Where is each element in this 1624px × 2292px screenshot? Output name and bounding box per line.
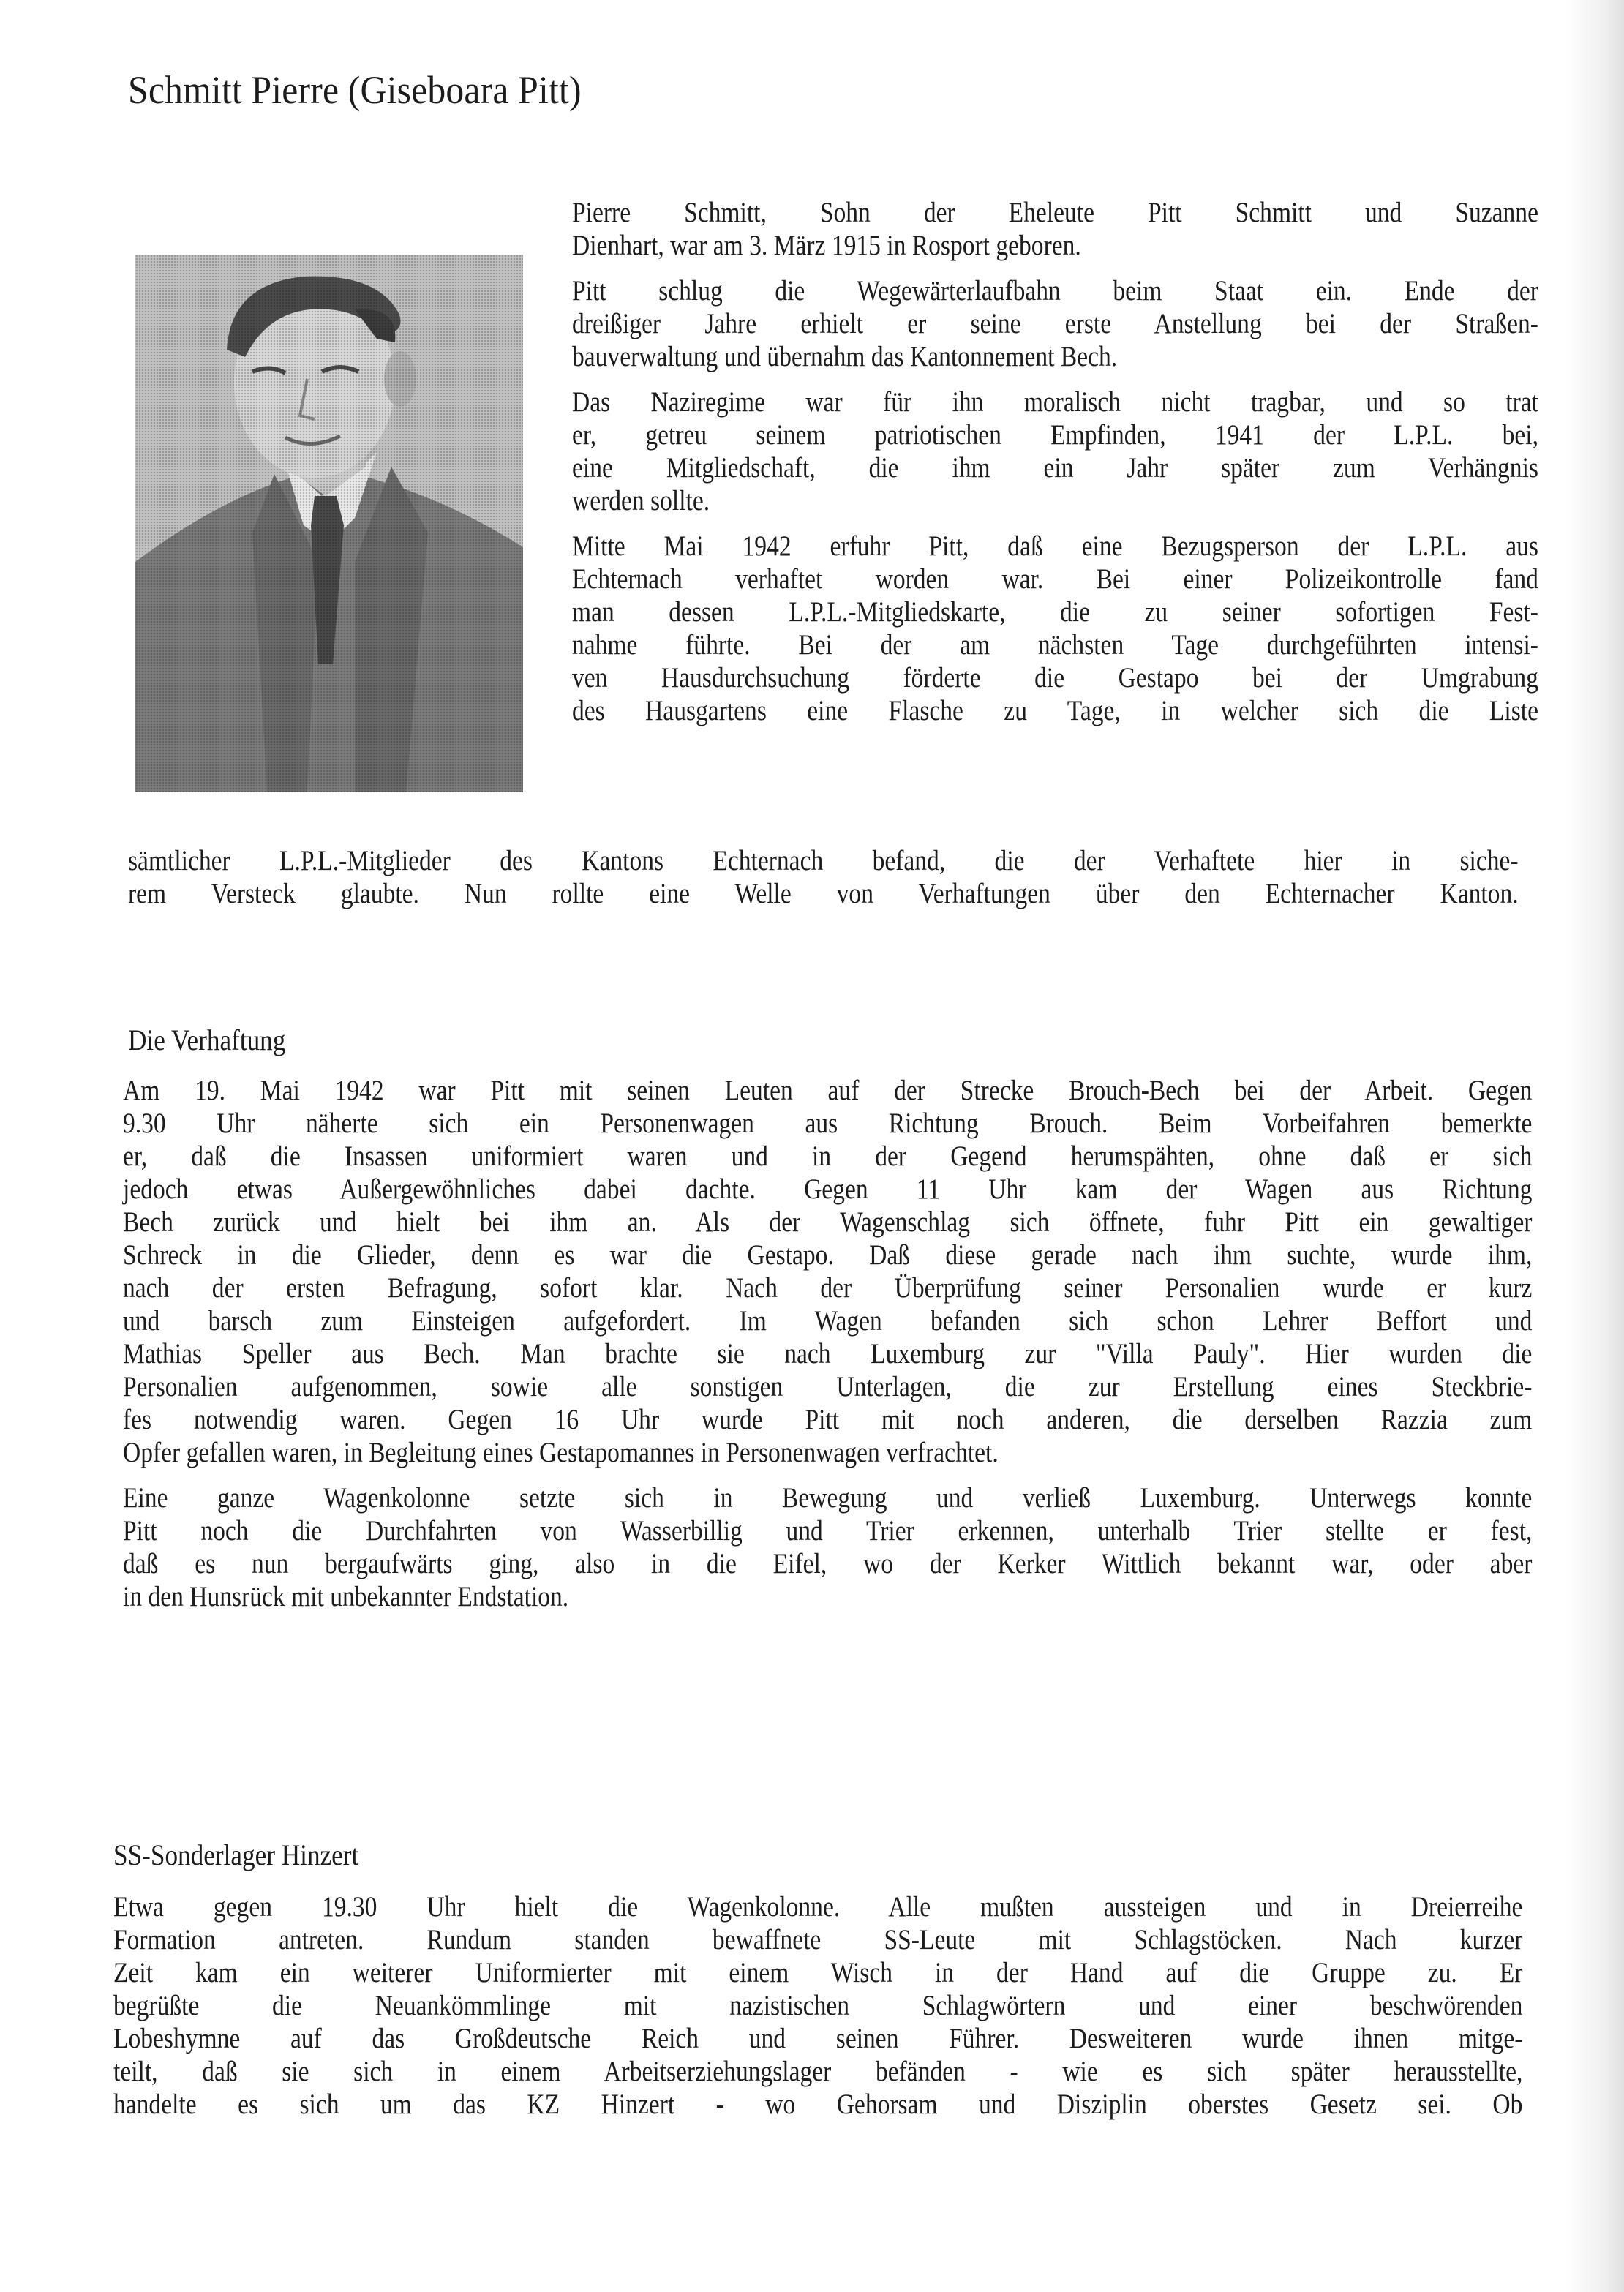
text-line: dreißiger Jahre erhielt er seine erste Anstellung bei der Straßen- — [572, 308, 1538, 339]
text-line: werden sollte. — [572, 485, 710, 516]
text-line: des Hausgartens eine Flasche zu Tage, in welcher sich die Liste — [572, 695, 1538, 726]
section-verhaftung-body — [123, 1074, 1532, 1626]
text-line: 9.30 Uhr näherte sich ein Personenwagen aus Richtung Brouch. Beim Vorbeifahren bemerkte — [123, 1108, 1533, 1139]
section-heading-verhaftung: Die Verhaftung — [128, 1023, 286, 1056]
text-line: in den Hunsrück mit unbekannter Endstation. — [123, 1581, 569, 1612]
intro-paragraph-3 — [572, 386, 1538, 517]
text-line: begrüßte die Neuankömmlinge mit nazistischen Schlagwörtern und einer beschwörenden — [113, 1990, 1523, 2021]
text-line: Mathias Speller aus Bech. Man brachte sie nach Luxemburg zur "Villa Pauly". Hier wurden die — [123, 1338, 1533, 1369]
text-line: Das Naziregime war für ihn moralisch nicht tragbar, und so trat — [572, 386, 1538, 418]
section-paragraph — [113, 1890, 1522, 2121]
intro-paragraph-4 — [572, 530, 1538, 727]
intro-text — [572, 196, 1538, 740]
text-line: Pitt schlug die Wegewärterlaufbahn beim Staat ein. Ende der — [572, 275, 1538, 307]
text-line: Pierre Schmitt, Sohn der Eheleute Pitt Schmitt und Suzanne — [572, 197, 1538, 228]
text-line: handelte es sich um das KZ Hinzert - wo Gehorsam und Disziplin oberstes Gesetz sei. Ob — [113, 2089, 1523, 2120]
section-heading-hinzert: SS-Sonderlager Hinzert — [113, 1838, 359, 1871]
text-line: Schreck in die Glieder, denn es war die Gestapo. Daß diese gerade nach ihm suchte, wurde ihm, — [123, 1239, 1533, 1271]
text-line: eine Mitgliedschaft, die ihm ein Jahr später zum Verhängnis — [572, 452, 1538, 484]
text-line: Am 19. Mai 1942 war Pitt mit seinen Leuten auf der Strecke Brouch-Bech bei der Arbeit. Gegen — [123, 1075, 1533, 1106]
text-line: Bech zurück und hielt bei ihm an. Als der Wagenschlag sich öffnete, fuhr Pitt ein gewaltiger — [123, 1206, 1533, 1238]
section-hinzert-body — [113, 1890, 1522, 2133]
text-line: Echternach verhaftet worden war. Bei einer Polizeikontrolle fand — [572, 563, 1538, 595]
intro-paragraph-2 — [572, 274, 1538, 373]
text-line: nach der ersten Befragung, sofort klar. Nach der Überprüfung seiner Personalien wurde er kurz — [123, 1272, 1533, 1304]
text-line: Mitte Mai 1942 erfuhr Pitt, daß eine Bezugsperson der L.P.L. aus — [572, 530, 1538, 562]
text-line: Opfer gefallen waren, in Begleitung eines Gestapomannes in Personenwagen verfrachtet. — [123, 1437, 999, 1468]
section-paragraph — [123, 1074, 1532, 1469]
text-line: teilt, daß sie sich in einem Arbeitserziehungslager befänden - wie es sich später herausstellte, — [113, 2056, 1523, 2087]
text-line: bauverwaltung und übernahm das Kantonnement Bech. — [572, 341, 1118, 372]
text-line: und barsch zum Einsteigen aufgefordert. Im Wagen befanden sich schon Lehrer Beffort und — [123, 1305, 1533, 1337]
text-line: sämtlicher L.P.L.-Mitglieder des Kantons Echternach befand, die der Verhaftete hier in siche- — [128, 845, 1519, 876]
section-paragraph — [123, 1481, 1532, 1613]
text-line: rem Versteck glaubte. Nun rollte eine Welle von Verhaftungen über den Echternacher Kanton. — [128, 878, 1519, 909]
text-line: daß es nun bergaufwärts ging, also in die Eifel, wo der Kerker Wittlich bekannt war, oder aber — [123, 1548, 1533, 1579]
text-line: Zeit kam ein weiterer Uniformierter mit einem Wisch in der Hand auf die Gruppe zu. Er — [113, 1957, 1523, 1988]
text-line: Etwa gegen 19.30 Uhr hielt die Wagenkolonne. Alle mußten aussteigen und in Dreierreihe — [113, 1891, 1523, 1923]
text-line: ven Hausdurchsuchung förderte die Gestapo bei der Umgrabung — [572, 662, 1538, 694]
page-edge-shadow — [1565, 0, 1624, 2292]
text-line: er, getreu seinem patriotischen Empfinden, 1941 der L.P.L. bei, — [572, 419, 1538, 451]
portrait-photo — [135, 255, 523, 792]
text-line: fes notwendig waren. Gegen 16 Uhr wurde Pitt mit noch anderen, die derselben Razzia zum — [123, 1404, 1533, 1435]
intro-paragraph-4-continued — [128, 844, 1519, 910]
page-title: Schmitt Pierre (Giseboara Pitt) — [128, 68, 582, 112]
halftone-texture — [135, 255, 523, 792]
text-line: Formation antreten. Rundum standen bewaffnete SS-Leute mit Schlagstöcken. Nach kurzer — [113, 1924, 1523, 1955]
text-line: jedoch etwas Außergewöhnliches dabei dachte. Gegen 11 Uhr kam der Wagen aus Richtung — [123, 1173, 1533, 1205]
text-line: er, daß die Insassen uniformiert waren und in der Gegend herumspähten, ohne daß er sich — [123, 1141, 1533, 1172]
text-line: Pitt noch die Durchfahrten von Wasserbillig und Trier erkennen, unterhalb Trier stellte er fest, — [123, 1515, 1533, 1547]
text-line: Lobeshymne auf das Großdeutsche Reich und seinen Führer. Desweiteren wurde ihnen mitge- — [113, 2023, 1523, 2054]
text-line: Dienhart, war am 3. März 1915 in Rosport geboren. — [572, 230, 1081, 261]
intro-paragraph-1 — [572, 196, 1538, 262]
text-line: Eine ganze Wagenkolonne setzte sich in Bewegung und verließ Luxemburg. Unterwegs konnte — [123, 1482, 1533, 1514]
text-line: Personalien aufgenommen, sowie alle sonstigen Unterlagen, die zur Erstellung eines Steckbrie- — [123, 1371, 1533, 1402]
intro-continuation — [128, 844, 1519, 923]
text-line: man dessen L.P.L.-Mitgliedskarte, die zu seiner sofortigen Fest- — [572, 596, 1538, 628]
text-line: nahme führte. Bei der am nächsten Tage durchgeführten intensi- — [572, 629, 1538, 661]
